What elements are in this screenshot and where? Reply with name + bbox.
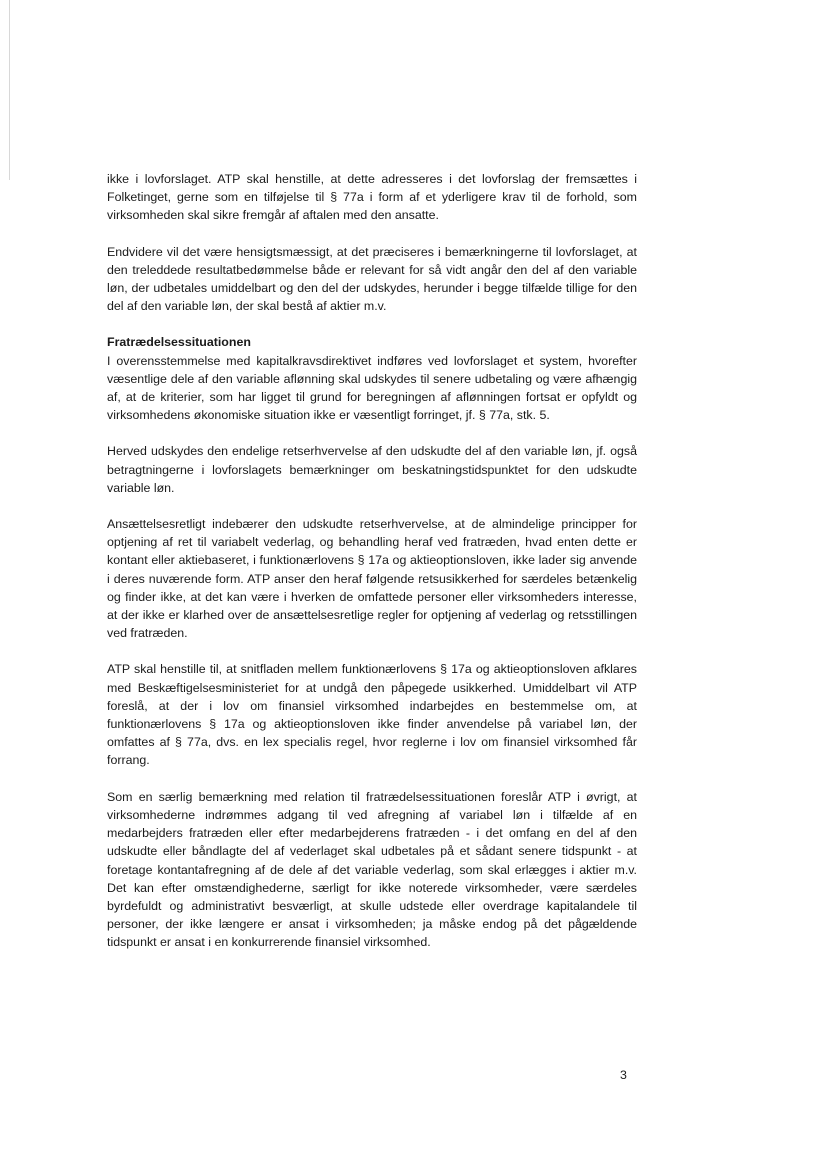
section-heading: Fratrædelsessituationen	[107, 335, 251, 350]
section-paragraph-1: I overensstemmelse med kapitalkravsdirektivet indføres ved lovforslaget et system, hvorefter væsentlige dele af den variable aflønning skal udskydes til senere udbetaling og være afhængig af, at de kriterier, som har ligget til grund for beregningen af aflønningen fortsat er opfyldt og virksomhedens økonomiske situation ikke er væsentligt forringet, jf. § 77a, stk. 5.	[107, 353, 637, 423]
section-paragraph-5: Som en særlig bemærkning med relation til fratrædelsessituationen foreslår ATP i øvrigt, at virksomhederne indrømmes adgang til ved afregning af variabel løn i tilfælde af en medarbejders fratræden eller efter medarbejderens fratræden - i det omfang en del af den udskudte eller båndlagte del af vederlaget skal udbetales på et sådant senere tidspunkt - at foretage kontantafregning af de dele af det variable vederlag, som skal erlægges i aktier m.v. Det kan efter omstændighederne, særligt for ikke noterede virksomheder, være særdeles byrdefuldt og administrativt besværligt, at skulle udstede eller overdrage kapitalandele til personer, der ikke længere er ansat i virksomheden; ja måske endog på det pågældende tidspunkt er ansat i en konkurrerende finansiel virksomhed.	[107, 789, 637, 950]
scan-edge-line	[9, 0, 10, 180]
document-body	[107, 170, 637, 970]
section-paragraph-4: ATP skal henstille til, at snitfladen mellem funktionærlovens § 17a og aktieoptionsloven afklares med Beskæftigelsesministeriet for at undgå den påpegede usikkerhed. Umiddelbart vil ATP foreslå, at der i lov om finansiel virksomhed indarbejdes en bestemmelse om, at funktionærlovens § 17a og aktieoptionsloven ikke finder anvendelse på variabel løn, der omfattes af § 77a, dvs. en lex specialis regel, hvor reglerne i lov om finansiel virksomhed får forrang.	[107, 662, 637, 768]
section-paragraph-2: Herved udskydes den endelige retserhvervelse af den udskudte del af den variable løn, jf. også betragtningerne i lovforslagets bemærkninger om beskatningstidspunktet for den udskudte variable løn.	[107, 444, 637, 495]
body-paragraph-2: Endvidere vil det være hensigtsmæssigt, at det præciseres i bemærkningerne til lovforslaget, at den treleddede resultatbedømmelse både er relevant for så vidt angår den del af den variable løn, der udbetales umiddelbart og den del der udskydes, herunder i begge tilfælde tillige for den del af den variable løn, der skal bestå af aktier m.v.	[107, 244, 637, 314]
body-paragraph-1: ikke i lovforslaget. ATP skal henstille, at dette adresseres i det lovforslag der fremsættes i Folketinget, gerne som en tilføjelse til § 77a i form af et yderligere krav til de forhold, som virksomheden skal sikre fremgår af aftalen med den ansatte.	[107, 172, 637, 223]
section-paragraph-3: Ansættelsesretligt indebærer den udskudte retserhvervelse, at de almindelige principper for optjening af ret til variabelt vederlag, og behandling heraf ved fratræden, hvad enten dette er kontant eller aktiebaseret, i funktionærlovens § 17a og aktieoptionsloven, ikke lader sig anvende i deres nuværende form. ATP anser den heraf følgende retsusikkerhed for særdeles betænkelig og finder ikke, at det kan være i hverken de omfattede personer eller virksomheders interesse, at der ikke er klarhed over de ansættelsesretlige regler for optjening af vederlag og retsstillingen ved fratræden.	[107, 517, 637, 641]
section-fratraedelse	[107, 333, 637, 951]
page-number: 3	[620, 1068, 627, 1082]
